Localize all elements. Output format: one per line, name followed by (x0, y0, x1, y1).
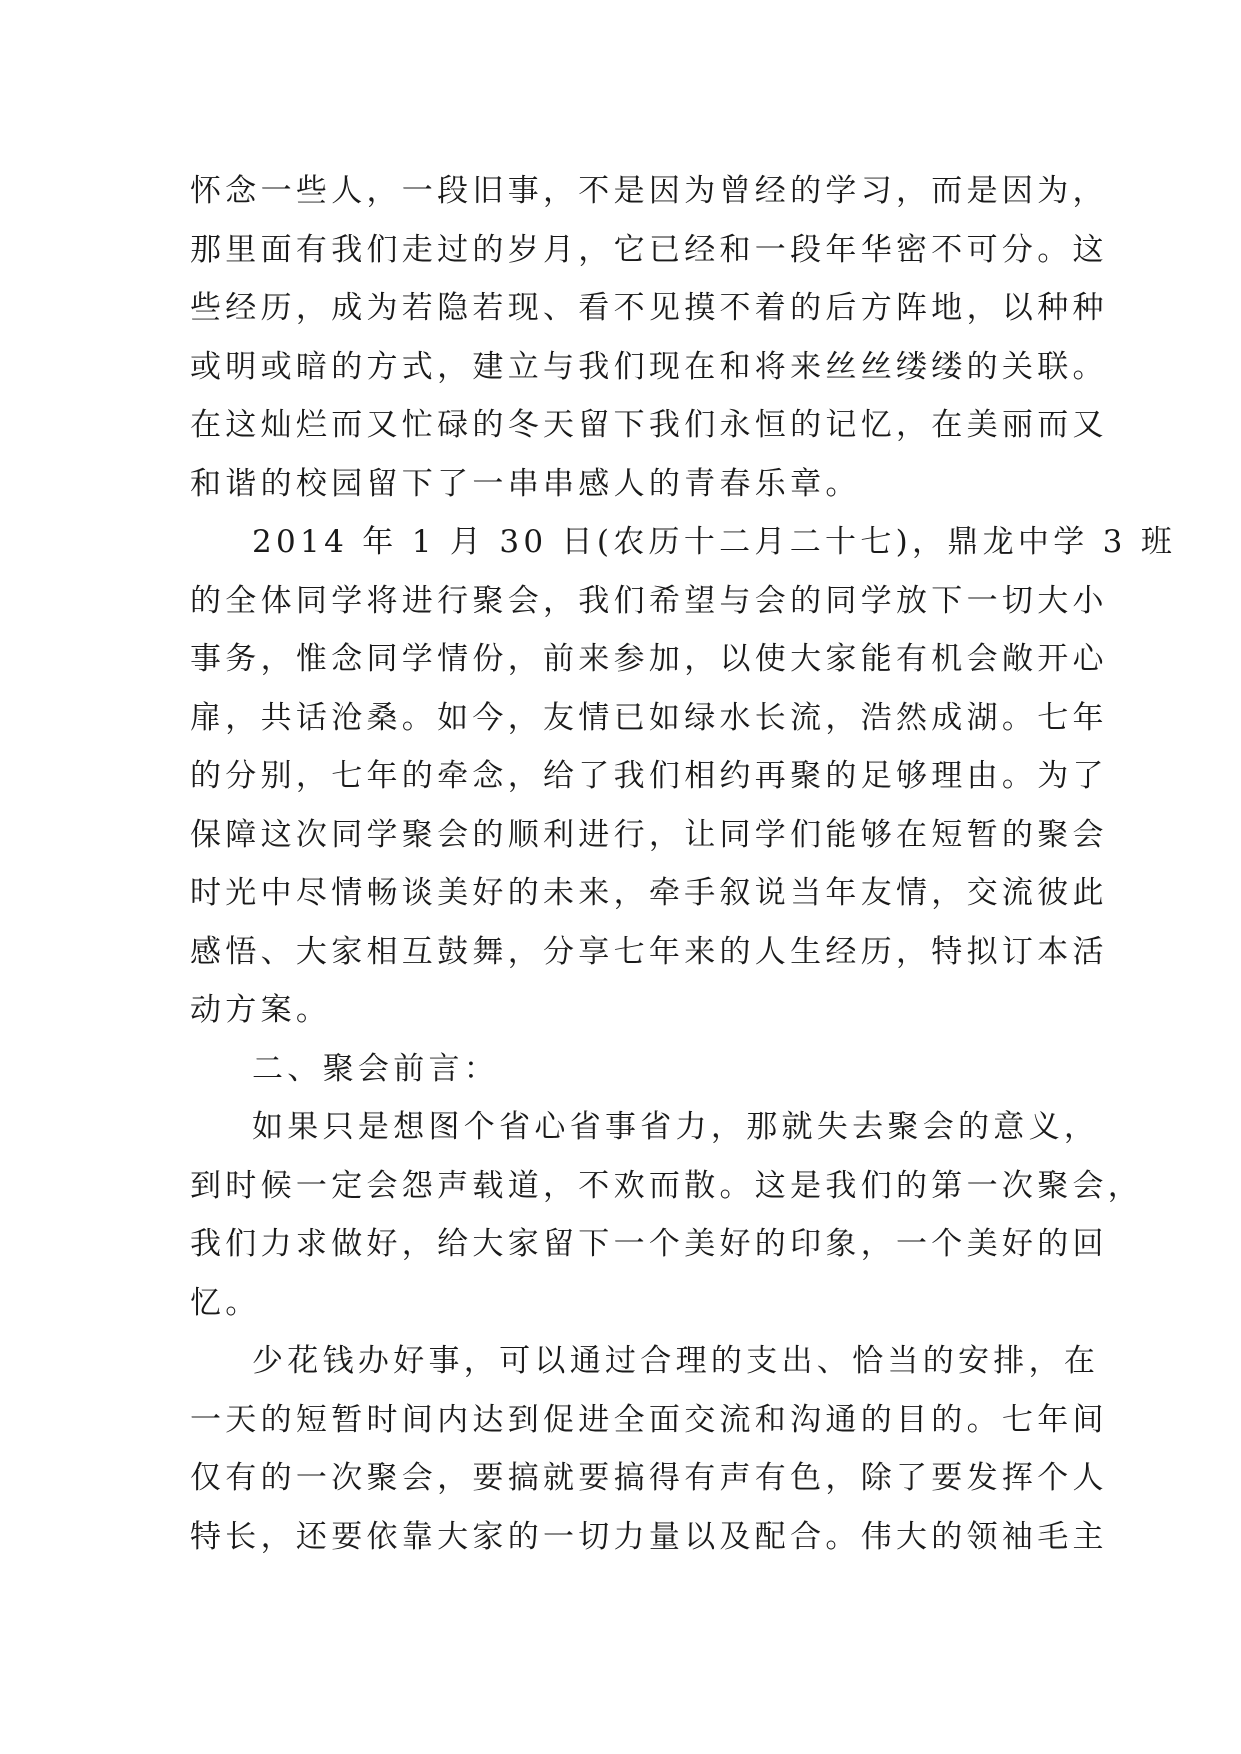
text-line: 事务，惟念同学情份，前来参加，以使大家能有机会敞开心 (190, 641, 1108, 677)
text-line: 保障这次同学聚会的顺利进行，让同学们能够在短暂的聚会 (190, 816, 1108, 853)
text-line: 或明或暗的方式，建立与我们现在和将来丝丝缕缕的关联。 (190, 348, 1108, 385)
text-line: 扉，共话沧桑。如今，友情已如绿水长流，浩然成湖。七年 (190, 699, 1108, 736)
text-line: 感悟、大家相互鼓舞，分享七年来的人生经历，特拟订本活 (190, 933, 1108, 970)
text-line: 仅有的一次聚会，要搞就要搞得有声有色，除了要发挥个人 (190, 1460, 1108, 1496)
text-line: 我们力求做好，给大家留下一个美好的印象，一个美好的回 (190, 1226, 1108, 1262)
text-line: 2014 年 1 月 30 日(农历十二月二十七)，鼎龙中学 3 班 (252, 524, 1177, 560)
text-line: 忆。 (190, 1284, 261, 1321)
text-line: 怀念一些人，一段旧事，不是因为曾经的学习，而是因为， (190, 173, 1108, 209)
text-line: 时光中尽情畅谈美好的未来，牵手叙说当年友情，交流彼此 (190, 875, 1108, 911)
text-line: 和谐的校园留下了一串串感人的青春乐章。 (190, 465, 861, 502)
text-line: 二、聚会前言： (252, 1050, 500, 1087)
document-body (190, 162, 1177, 1566)
text-line: 的分别，七年的牵念，给了我们相约再聚的足够理由。为了 (190, 758, 1108, 794)
text-line: 特长，还要依靠大家的一切力量以及配合。伟大的领袖毛主 (190, 1518, 1108, 1555)
text-line: 到时候一定会怨声载道，不欢而散。这是我们的第一次聚会， (190, 1167, 1144, 1204)
text-line: 一天的短暂时间内达到促进全面交流和沟通的目的。七年间 (190, 1401, 1108, 1438)
text-line: 在这灿烂而又忙碌的冬天留下我们永恒的记忆，在美丽而又 (190, 407, 1108, 443)
text-line: 那里面有我们走过的岁月，它已经和一段年华密不可分。这 (190, 231, 1108, 268)
text-line: 些经历，成为若隐若现、看不见摸不着的后方阵地，以种种 (190, 290, 1108, 326)
text-line: 如果只是想图个省心省事省力，那就失去聚会的意义， (252, 1109, 1100, 1145)
text-line: 少花钱办好事，可以通过合理的支出、恰当的安排，在 (252, 1343, 1100, 1379)
text-line: 动方案。 (190, 992, 332, 1028)
text-line: 的全体同学将进行聚会，我们希望与会的同学放下一切大小 (190, 582, 1108, 619)
